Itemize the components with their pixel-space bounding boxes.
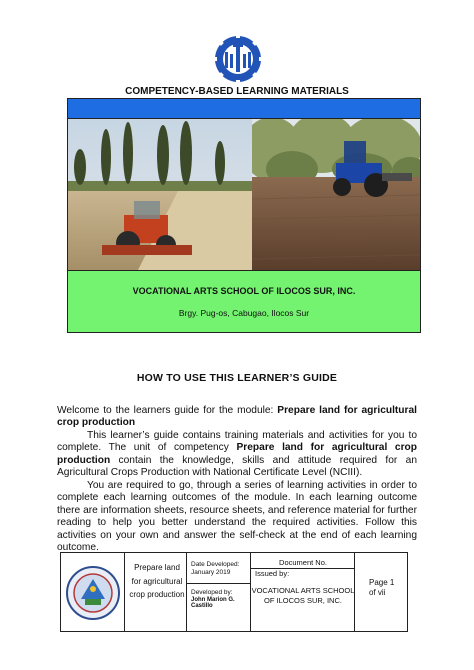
p1-module-title: Prepare land for agricultural crop production [57,405,417,429]
issuer-name: VOCATIONAL ARTS SCHOOL OF ILOCOS SUR, INC. [251,586,355,605]
guide-heading: HOW TO USE THIS LEARNER’S GUIDE [136,372,338,384]
p2-unit-title: Prepare land for agricultural crop production [57,442,418,466]
guide-paragraph-3: You are required to go, through a series of learning activities in order to complete each learning outcomes of the module. In each learning outcome there are information sheets, resource sheets, and reference material for further reading to help you better understand the required activities. Follow this activities on your own and answer the self-check at the end of each learning outcome. [57,480,417,554]
developed-by-value: John Marion G. Castillo [191,597,235,609]
footer-module-cell [125,553,187,631]
cover-frame [67,98,421,333]
p2-text-c: contain the knowledge, skills and attitude required for an Agricultural Crops Production with National Certificate Level (NCIII). [57,454,417,479]
footer-module-title: Prepare land for agricultural crop production [129,563,185,599]
guide-paragraph-1 [57,405,417,430]
footer-divider [187,583,250,584]
guide-paragraph-2 [57,430,417,480]
document-title: COMPETENCY-BASED LEARNING MATERIALS [125,86,349,97]
p2-text-a: This learner’s guide contains training materials and activities for you to complete. The unit of competency [57,430,417,454]
document-footer-table [60,552,408,632]
tesda-logo-icon [203,34,273,84]
school-seal-icon [65,565,121,621]
date-developed-label: Date Developed: [191,561,240,568]
footer-page-cell [355,553,407,631]
school-name: VOCATIONAL ARTS SCHOOL OF ILOCOS SUR, INC. [132,286,356,296]
developed-by-label: Developed by: [191,589,233,596]
blue-tractor-photo [252,119,420,270]
school-info-band [68,271,420,332]
page-number: Page 1 of vii [369,578,395,597]
footer-seal-cell [61,553,125,631]
issued-by-label: Issued by: [255,569,290,578]
school-address: Brgy. Pug-os, Cabugao, Ilocos Sur [178,308,310,318]
footer-date-cell [187,553,251,631]
footer-issuer-cell [251,553,355,631]
p1-text: Welcome to the learners guide for the module: [57,405,278,416]
cover-blue-band [68,99,420,119]
document-number-label: Document No. [279,558,327,567]
tractor-field-photo [68,119,252,270]
cover-photos [68,119,420,271]
date-developed-value: January 2019 [191,569,231,576]
